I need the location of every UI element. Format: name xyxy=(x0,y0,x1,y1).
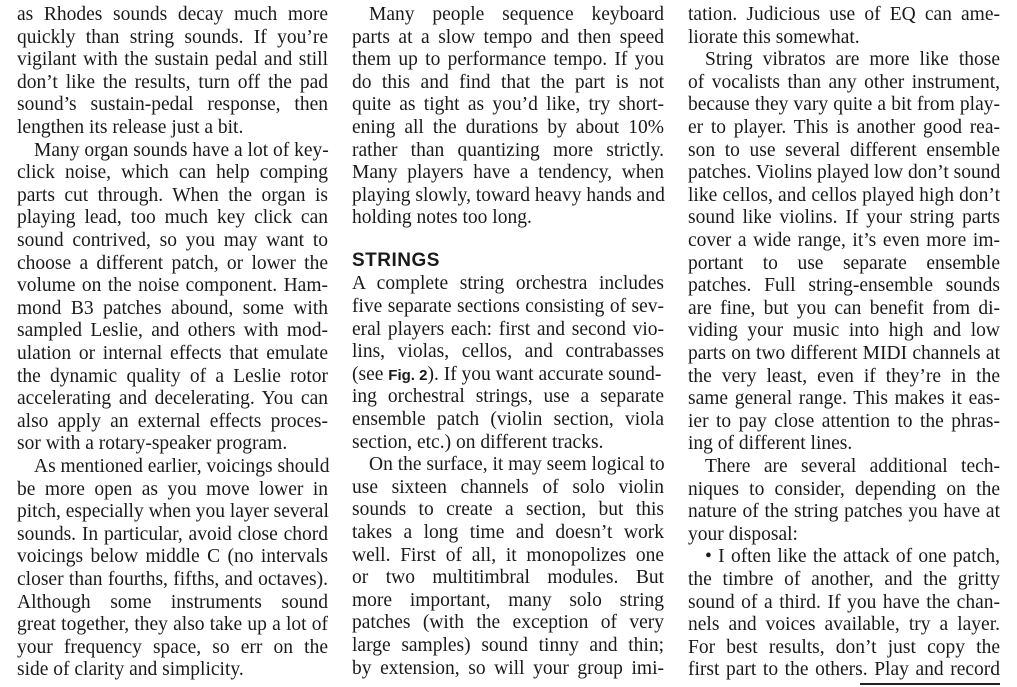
figure-reference: Fig. 2 xyxy=(388,366,428,384)
text-line: the timbre of another, and the gritty xyxy=(688,569,1000,590)
text-line: more important, many solo string xyxy=(352,589,664,611)
text-line: niques to consider, depending on the xyxy=(688,478,1000,500)
text-line: well. First of all, it monopolizes one xyxy=(352,544,664,566)
text-line: For best results, don’t just copy the xyxy=(688,636,1000,658)
text-line: five separate sections consisting of sev- xyxy=(352,296,664,317)
text-line: nels and voices available, try a layer. xyxy=(688,614,1000,636)
text-fragment: ). If you want accurate sound- xyxy=(427,363,662,385)
text-line: vigilant with the sustain pedal and still xyxy=(17,49,328,71)
text-line: sound like violins. If your string parts xyxy=(688,207,1000,229)
text-line: be more open as you move lower in xyxy=(17,478,328,500)
text-line: takes a long time and doesn’t work xyxy=(352,522,664,543)
text-line: viding your music into high and low xyxy=(688,320,1000,342)
text-line: ening all the durations by about 10% xyxy=(352,117,664,138)
text-line: ing of different lines. xyxy=(688,433,853,455)
text-line: A complete string orchestra includes xyxy=(352,273,664,295)
text-line: playing slowly, toward heavy hands and xyxy=(352,184,665,206)
text-line: voicings below middle C (no intervals xyxy=(17,546,328,568)
text-line: patches. Violins played low don’t sound xyxy=(688,162,1001,184)
text-line: Although some instruments sound xyxy=(17,591,328,613)
text-line: quickly than string sounds. If you’re xyxy=(17,26,328,48)
text-line-figure-ref xyxy=(352,364,664,387)
text-line: also apply an external effects proces- xyxy=(17,410,328,432)
text-line: Many people sequence keyboard xyxy=(369,4,664,25)
text-line: closer than fourths, fifths, and octaves). xyxy=(17,569,328,590)
text-line: side of clarity and simplicity. xyxy=(17,659,244,681)
text-line: sampled Leslie, and others with mod- xyxy=(17,320,328,342)
text-line: sounds. In particular, avoid close chord xyxy=(17,523,328,545)
text-line: sound of a third. If you have the chan- xyxy=(688,591,1000,613)
text-line: tation. Judicious use of EQ can ame- xyxy=(688,4,1000,25)
text-line: liorate this somewhat. xyxy=(688,26,860,48)
text-line: pitch, especially when you layer several xyxy=(17,501,329,523)
text-line: your frequency space, so err on the xyxy=(17,636,328,658)
text-line: your disposal: xyxy=(688,523,798,545)
text-line: or two multitimbral modules. But xyxy=(352,567,664,589)
text-line: large samples) sound tinny and thin; xyxy=(352,635,664,656)
text-line: There are several additional tech- xyxy=(705,456,1000,477)
text-line: as Rhodes sounds decay much more xyxy=(17,4,328,25)
text-line: ier to pay close attention to the phras- xyxy=(688,410,1000,432)
text-line: ing orchestral strings, use a separate xyxy=(352,386,664,408)
text-line: cover a wide range, it’s even more im- xyxy=(688,230,1000,251)
text-line: patches (with the exception of very xyxy=(352,612,664,634)
text-line: String vibratos are more like those xyxy=(705,49,1000,71)
text-line: section, etc.) on different tracks. xyxy=(352,431,604,453)
text-line: On the surface, it may seem logical to xyxy=(369,454,665,476)
text-fragment: (see xyxy=(352,363,389,385)
text-line: rather than quantizing more strictly. xyxy=(352,139,664,161)
text-line: Many organ sounds have a lot of key- xyxy=(34,139,329,161)
text-line: playing lead, too much key click can xyxy=(17,207,328,229)
text-line: portant to use separate ensemble xyxy=(688,252,1000,274)
text-line: nature of the string patches you have at xyxy=(688,501,1000,523)
text-line: sor with a rotary-speaker program. xyxy=(17,433,288,455)
bottom-rule-divider xyxy=(860,683,1000,685)
text-line: by extension, so will your group imi- xyxy=(352,657,664,679)
bullet-line: • I often like the attack of one patch, xyxy=(705,546,1000,568)
text-line: parts at a slow tempo and then speed xyxy=(352,26,664,48)
section-heading: STRINGS xyxy=(352,250,440,271)
text-line: son to use several different ensemble xyxy=(688,139,1000,161)
text-line: Many players have a tendency, when xyxy=(352,162,664,184)
text-line: are fine, but you can benefit from di- xyxy=(688,297,1000,319)
text-line: first part to the others. Play and record xyxy=(688,659,1000,681)
text-line: great together, they also take up a lot of xyxy=(17,614,328,636)
text-line: eral players each: first and second vio- xyxy=(352,318,664,340)
text-line: ulation or internal effects that emulate xyxy=(17,343,328,364)
text-line: lins, violas, cellos, and contrabasses xyxy=(352,341,664,363)
text-line: accelerating and decelerating. You can xyxy=(17,388,328,410)
text-line: them up to performance tempo. If you xyxy=(352,49,664,71)
text-line: parts cut through. When the organ is xyxy=(17,184,328,206)
text-line: same general range. This makes it eas- xyxy=(688,388,1000,410)
text-line: As mentioned earlier, voicings should xyxy=(34,456,330,477)
text-line: lengthen its release just a bit. xyxy=(17,117,244,138)
text-line: quite as tight as you’d like, try short- xyxy=(352,94,664,116)
text-line: er to player. This is another good rea- xyxy=(688,117,1000,138)
text-line: use sixteen channels of solo violin xyxy=(352,476,664,498)
text-line: volume on the noise component. Ham- xyxy=(17,275,328,297)
text-line: the very least, even if they’re in the xyxy=(688,365,1000,387)
text-line: do this and find that the part is not xyxy=(352,71,664,93)
text-line: patches. Full string-ensemble sounds xyxy=(688,275,1000,297)
text-line: like cellos, and cellos played high don’t xyxy=(688,184,1000,206)
text-line: of vocalists than any other instrument, xyxy=(688,71,1000,93)
text-line: sound contrived, so you may want to xyxy=(17,230,328,251)
text-line: ensemble patch (violin section, viola xyxy=(352,409,664,430)
text-line: parts on two different MIDI channels at xyxy=(688,343,1000,364)
text-line: the dynamic quality of a Leslie rotor xyxy=(17,365,328,387)
text-line: choose a different patch, or lower the xyxy=(17,252,328,274)
text-line: don’t like the results, turn off the pad xyxy=(17,71,328,93)
text-line: click noise, which can help comping xyxy=(17,162,328,184)
text-line: sound’s sustain-pedal response, then xyxy=(17,94,328,116)
text-line: because they vary quite a bit from play- xyxy=(688,94,1000,116)
text-line: mond B3 patches abound, some with xyxy=(17,297,328,319)
text-line: sounds to create a section, but this xyxy=(352,499,664,521)
text-line: holding notes too long. xyxy=(352,207,532,229)
